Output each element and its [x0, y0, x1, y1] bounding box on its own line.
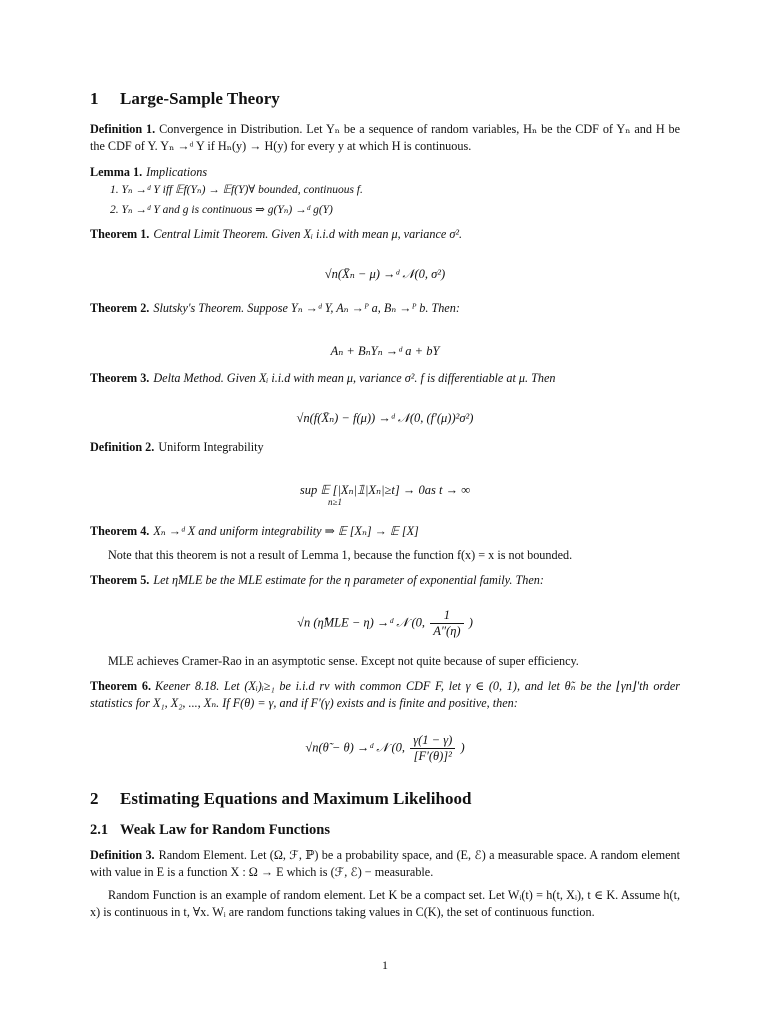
- theorem-label: Theorem 6.: [90, 679, 152, 693]
- section-1-heading: [90, 89, 280, 109]
- note-paragraph: MLE achieves Cramer-Rao in an asymptotic sense. Except not quite because of super efficiency.: [108, 654, 579, 668]
- definition-1: [90, 121, 680, 155]
- definition-label: Definition 1.: [90, 122, 156, 136]
- section-number: 1: [90, 89, 99, 108]
- theorem-label: Theorem 2.: [90, 301, 150, 315]
- equation-subscript: n≥1: [328, 497, 342, 507]
- theorem-6: [90, 678, 680, 712]
- theorem-label: Theorem 5.: [90, 573, 150, 587]
- theorem-text: Central Limit Theorem. Given Xᵢ i.i.d with mean μ, variance σ².: [153, 227, 463, 241]
- theorem-label: Theorem 1.: [90, 227, 150, 241]
- fraction: [430, 608, 463, 639]
- definition-text: Uniform Integrability: [158, 440, 264, 454]
- random-function-paragraph: Random Function is an example of random element. Let K be a compact set. Let Wᵢ(t) = h(t, Xᵢ), t ∈ K. Assume h(t, x) is continuous in t, ∀x. Wᵢ are random functions taking values in C(K), the set of continuous function.: [90, 888, 680, 919]
- subsection-2-1-heading: [90, 822, 330, 839]
- note-paragraph: Note that this theorem is not a result of Lemma 1, because the function f(x) = x is not bounded.: [108, 548, 573, 562]
- equation: Aₙ + BₙYₙ →ᵈ a + bY: [330, 344, 440, 358]
- lemma-label: Lemma 1.: [90, 165, 143, 179]
- definition-2: [90, 439, 680, 456]
- theorem-text: Slutsky's Theorem. Suppose Yₙ →ᵈ Y, Aₙ →ᴾ a, Bₙ →ᴾ b. Then:: [153, 301, 460, 315]
- definition-text: Random Element. Let (Ω, ℱ, ℙ) be a probability space, and (E, ℰ) a measurable space. A random element with value in E is a function X : Ω → E which is (ℱ, ℰ) − measurable.: [90, 848, 680, 879]
- section-title: Large-Sample Theory: [120, 89, 280, 108]
- definition-text: Convergence in Distribution. Let Yₙ be a sequence of random variables, Hₙ be the CDF of Yₙ and H be the CDF of Y. Yₙ →ᵈ Y if Hₙ(y) → H(y) for every y at which H is continuous.: [90, 122, 680, 153]
- theorem-text: Let η̂MLE be the MLE estimate for the η parameter of exponential family. Then:: [153, 573, 544, 587]
- page-number: 1: [382, 958, 388, 972]
- equation: [90, 733, 680, 764]
- theorem-text: Keener 8.18. Let (Xᵢ)ᵢ≥₁ be i.i.d rv with common CDF F, let γ ∈ (0, 1), and let θ̃ₙ be the ⌊γn⌋'th order statistics for X₁, X₂, ..., Xₙ. If F(θ) = γ, and if F′(γ) exists and is finite and positive, then:: [90, 679, 680, 710]
- section-title: Estimating Equations and Maximum Likelihood: [120, 789, 472, 808]
- theorem-label: Theorem 3.: [90, 371, 150, 385]
- subsection-title: Weak Law for Random Functions: [120, 822, 331, 838]
- theorem-2: [90, 300, 680, 317]
- fraction-denominator: A″(η): [433, 624, 461, 638]
- equation-left: √n (η̂MLE − η) →ᵈ 𝒩 (0,: [297, 615, 426, 630]
- theorem-label: Theorem 4.: [90, 524, 150, 538]
- definition-label: Definition 2.: [90, 440, 155, 454]
- equation-right: ): [468, 615, 473, 630]
- equation: sup 𝔼 [|Xₙ|𝟙|Xₙ|≥t] → 0as t → ∞: [299, 483, 471, 497]
- lemma-item: 1. Yₙ →ᵈ Y iff 𝔼f(Yₙ) → 𝔼f(Y)∀ bounded, continuous f.: [110, 184, 363, 196]
- equation-left: √n(θ̃ − θ) →ᵈ 𝒩 (0,: [305, 740, 406, 755]
- equation-right: ): [460, 740, 465, 755]
- theorem-5: [90, 572, 680, 589]
- fraction-numerator: γ(1 − γ): [410, 733, 455, 749]
- definition-label: Definition 3.: [90, 848, 155, 862]
- theorem-text: Xₙ →ᵈ X and uniform integrability ⇒ 𝔼 [Xₙ] → 𝔼 [X]: [153, 524, 419, 538]
- fraction: [410, 733, 455, 764]
- fraction-denominator: [F′(θ)]²: [413, 749, 452, 763]
- theorem-1: [90, 226, 680, 243]
- section-2-heading: [90, 789, 471, 809]
- theorem-3: [90, 370, 680, 387]
- fraction-numerator: 1: [430, 608, 463, 624]
- paper-page: [90, 0, 680, 1024]
- section-number: 2: [90, 789, 99, 808]
- equation: √n(X̄ₙ − μ) →ᵈ 𝒩(0, σ²): [324, 267, 446, 281]
- equation: [90, 608, 680, 639]
- definition-3: [90, 847, 680, 881]
- theorem-text: Delta Method. Given Xᵢ i.i.d with mean μ, variance σ². f is differentiable at μ. Then: [153, 371, 556, 385]
- lemma-text: Implications: [146, 165, 208, 179]
- theorem-4: [90, 523, 680, 540]
- lemma-item: 2. Yₙ →ᵈ Y and g is continuous ⇒ g(Yₙ) →ᵈ g(Y): [110, 204, 333, 216]
- subsection-number: 2.1: [90, 822, 109, 838]
- lemma-1: [90, 164, 680, 181]
- equation: √n(f(X̄ₙ) − f(μ)) →ᵈ 𝒩(0, (f′(μ))²σ²): [296, 411, 474, 425]
